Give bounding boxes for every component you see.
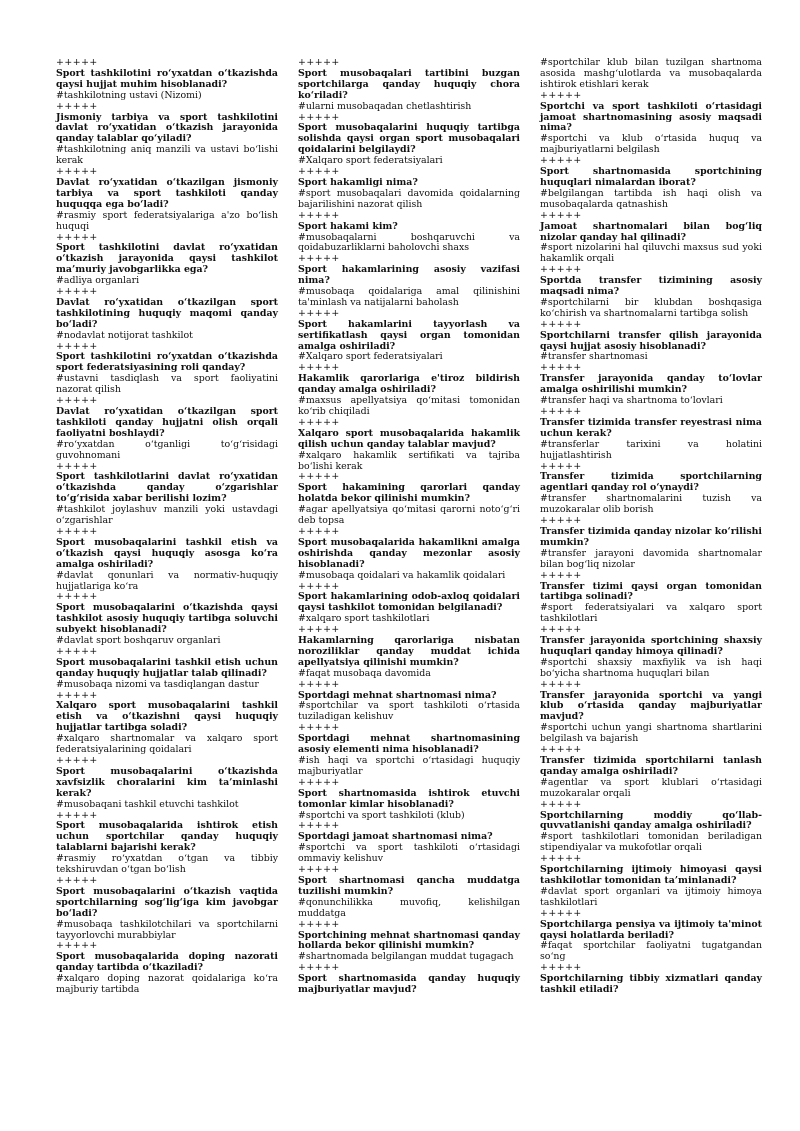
question-separator: +++++	[298, 209, 340, 221]
question-text: Sportdagi jamoat shartnomasi nima?	[298, 831, 493, 843]
column-left	[56, 58, 278, 996]
question-separator: +++++	[298, 580, 340, 592]
question-text: Sport shartnomasida sportchining huquqlari nimalardan iborat?	[540, 166, 762, 188]
answer-text: #rasmiy ro‘yxatdan o‘tgan va tibbiy tekshiruvdan o‘tgan bo‘lish	[56, 853, 278, 876]
question-separator: +++++	[540, 624, 582, 636]
question-text: Davlat ro‘yxatidan o‘tkazilgan jismoniy tarbiya va sport tashkiloti qanday huquqqa ega bo‘ladi?	[56, 176, 278, 210]
question-text: Sport hakamining qarorlari qanday holatda bekor qilinishi mumkin?	[298, 482, 520, 505]
question-text: Sport shartnomasida qanday huquqiy majburiyatlar mavjud?	[298, 973, 520, 996]
question-text: Sportchilarning ijtimoiy himoyasi qaysi tashkilotlar tomonidan ta’minlanadi?	[540, 864, 762, 886]
question-separator: +++++	[298, 471, 340, 483]
question-separator: +++++	[298, 416, 340, 428]
question-text: Sport tashkilotini davlat ro‘yxatidan o‘tkazish jarayonida qaysi tashkilot ma’muriy javobgarlikka ega?	[56, 242, 278, 276]
answer-text: #musobaqani tashkil etuvchi tashkilot	[56, 798, 239, 810]
answer-text: #transferlar tarixini va holatini hujjatlashtirish	[540, 438, 762, 461]
question-separator: +++++	[56, 874, 98, 886]
question-separator: +++++	[298, 307, 340, 319]
question-text: Sport hakami kim?	[298, 220, 398, 232]
question-separator: +++++	[298, 722, 340, 734]
question-text: Sport musobaqalarida ishtirok etish uchun sportchilar qanday huquqiy talablarni bajarishi kerak?	[56, 820, 278, 854]
answer-text: #xalqaro doping nazorat qoidalariga ko‘ra majburiy tartibda	[56, 973, 278, 996]
question-separator: +++++	[56, 57, 98, 68]
question-text: Sport musobaqalarini o‘tkazish vaqtida sportchilarning sog‘lig‘iga kim javobgar bo‘ladi?	[56, 885, 278, 919]
question-text: Davlat ro‘yxatidan o‘tkazilgan sport tashkilotining huquqiy maqomi qanday bo‘ladi?	[56, 296, 278, 330]
question-text: Sport hakamlarini tayyorlash va sertifikatlash qaysi organ tomonidan amalga oshiriladi?	[298, 318, 520, 352]
question-separator: +++++	[56, 645, 98, 657]
answer-text: #tashkilot joylashuv manzili yoki ustavdagi o‘zgarishlar	[56, 504, 278, 527]
answer-text: #transfer haqi va shartnoma to‘lovlari	[540, 395, 723, 407]
question-separator: +++++	[540, 798, 582, 810]
answer-text: #sportchilarni bir klubdan boshqasiga ko‘chirish va shartnomalarni tartibga solish	[540, 296, 762, 319]
question-text: Xalqaro sport musobaqalarini tashkil etish va o‘tkazishni qaysi huquqiy hujjatlar tartibga soladi?	[56, 700, 278, 734]
question-separator: +++++	[540, 406, 582, 417]
question-separator: +++++	[540, 318, 582, 330]
answer-text: #sportchi va sport tashkiloti o‘rtasidagi ommaviy kelishuv	[298, 842, 520, 865]
question-text: Sportdagi mehnat shartnomasining asosiy elementi nima hisoblanadi?	[298, 733, 520, 756]
question-separator: +++++	[298, 678, 340, 690]
answer-text: #Xalqaro sport federatsiyalari	[298, 155, 443, 167]
question-separator: +++++	[540, 569, 582, 581]
question-text: Sportdagi mehnat shartnomasi nima?	[298, 689, 497, 701]
question-text: Sportchilarni transfer qilish jarayonida qaysi hujjat asosiy hisoblanadi?	[540, 329, 762, 352]
question-text: Sport musobaqalarini o‘tkazishda qaysi tashkilot asosiy huquqiy tartibga soluvchi subyekt hisoblanadi?	[56, 602, 278, 636]
question-separator: +++++	[298, 57, 340, 68]
question-separator: +++++	[56, 755, 98, 766]
question-separator: +++++	[540, 362, 582, 374]
answer-text: #sportchi shaxsiy maxfiylik va ish haqi bo‘yicha shartnoma huquqlari bilan	[540, 656, 762, 679]
question-text: Sportchi va sport tashkiloti o‘rtasidagi jamoat shartnomasining asosiy maqsadi nima?	[540, 100, 762, 134]
question-text: Xalqaro sport musobaqalarida hakamlik qilish uchun qanday talablar mavjud?	[298, 427, 520, 450]
answer-text: #musobaqa qoidalariga amal qilinishini ta'minlash va natijalarni baholash	[298, 286, 520, 308]
question-text: Sport hakamlarining odob-axloq qoidalari qaysi tashkilot tomonidan belgilanadi?	[298, 591, 520, 614]
question-separator: +++++	[540, 460, 582, 472]
question-separator: +++++	[298, 111, 340, 123]
question-separator: +++++	[298, 776, 340, 788]
question-text: Davlat ro‘yxatidan o‘tkazilgan sport tashkiloti qanday hujjatni olish orqali faoliyatni boshlaydi?	[56, 406, 278, 439]
column-right	[540, 58, 762, 996]
answer-text: #transfer shartnomasi	[540, 351, 648, 363]
question-text: Sport tashkilotlarini davlat ro‘yxatidan o‘tkazishda qanday o‘zgarishlar to‘g‘risida xabar berilishi lozim?	[56, 471, 278, 505]
question-separator: +++++	[540, 678, 582, 690]
question-separator: +++++	[56, 460, 98, 472]
question-separator: +++++	[298, 624, 340, 636]
question-text: Sportchilarga pensiya va ijtimoiy ta'minot qaysi holatlarda beriladi?	[540, 918, 762, 941]
question-separator: +++++	[540, 515, 582, 527]
question-separator: +++++	[540, 853, 582, 865]
answer-text: #xalqaro sport tashkilotlari	[298, 613, 430, 625]
answer-text: #transfer shartnomalarini tuzish va muzokaralar olib borish	[540, 493, 762, 516]
question-separator: +++++	[540, 155, 582, 167]
answer-text: #tashkilotning aniq manzili va ustavi bo‘lishi kerak	[56, 144, 278, 167]
question-text: Sport musobaqalarini tashkil etish uchun qanday huquqiy hujjatlar talab qilinadi?	[56, 656, 278, 679]
test-questions-page	[56, 58, 763, 996]
answer-text: #musobaqa nizomi va tasdiqlangan dastur	[56, 678, 259, 690]
question-text: Transfer jarayonida qanday to‘lovlar amalga oshirilishi mumkin?	[540, 373, 762, 396]
question-separator: +++++	[540, 744, 582, 756]
question-separator: +++++	[56, 809, 98, 821]
answer-text: #maxsus apellyatsiya qo‘mitasi tomonidan ko‘rib chiqiladi	[298, 395, 520, 417]
answer-text: #qonunchilikka muvofiq, kelishilgan muddatga	[298, 896, 520, 919]
question-text: Transfer jarayonida sportchi va yangi klub o‘rtasida qanday majburiyatlar mavjud?	[540, 689, 762, 723]
question-text: Hakamlik qarorlariga e'tiroz bildirish qanday amalga oshiriladi?	[298, 373, 520, 396]
answer-text: #sportchi va klub o‘rtasida huquq va majburiyatlarni belgilash	[540, 133, 762, 156]
question-separator: +++++	[56, 689, 98, 701]
answer-text: #sportchi va sport tashkiloti (klub)	[298, 809, 465, 821]
question-text: Sport shartnomasida ishtirok etuvchi tomonlar kimlar hisoblanadi?	[298, 787, 520, 810]
answer-text: #sport nizolarini hal qiluvchi maxsus sud yoki hakamlik orqali	[540, 242, 762, 265]
question-separator: +++++	[540, 962, 582, 974]
question-separator: +++++	[56, 286, 98, 298]
answer-text: #faqat sportchilar faoliyatni tugatgandan so‘ng	[540, 940, 762, 963]
question-text: Transfer jarayonida sportchining shaxsiy huquqlari qanday himoya qilinadi?	[540, 635, 762, 657]
question-text: Transfer tizimida qanday nizolar ko‘rilishi mumkin?	[540, 525, 762, 548]
answer-text: #ularni musobaqadan chetlashtirish	[298, 100, 472, 112]
question-text: Sport musobaqalarini o‘tkazishda xavfsizlik choralarini kim ta’minlashi kerak?	[56, 765, 278, 799]
question-text: Sport musobaqalarida doping nazorati qanday tartibda o‘tkaziladi?	[56, 951, 278, 974]
question-text: Jamoat shartnomalari bilan bog‘liq nizolar qanday hal qilinadi?	[540, 220, 762, 243]
answer-text: #Xalqaro sport federatsiyalari	[298, 351, 443, 363]
answer-text: #shartnomada belgilangan muddat tugagach	[298, 951, 514, 963]
question-text: Sportchilarning moddiy qo‘llab-quvvatlanishi qanday amalga oshiriladi?	[540, 809, 762, 832]
answer-text: #davlat qonunlari va normativ-huquqiy hujjatlariga ko‘ra	[56, 569, 278, 592]
question-text: Sport tashkilotini ro‘yxatdan o‘tkazishda sport federatsiyasining roli qanday?	[56, 351, 278, 374]
question-separator: +++++	[540, 264, 582, 276]
question-separator: +++++	[298, 918, 340, 930]
question-separator: +++++	[56, 395, 98, 407]
answer-text: #xalqaro hakamlik sertifikati va tajriba bo‘lishi kerak	[298, 449, 520, 472]
answer-text: #faqat musobaqa davomida	[298, 667, 431, 679]
question-text: Transfer tizimida sportchilarning agentlari qanday rol o‘ynaydi?	[540, 471, 762, 494]
answer-text: #sportchilar klub bilan tuzilgan shartnoma asosida mashg‘ulotlarda va musobaqalarda ishtirok etishlari kerak	[540, 57, 762, 90]
answer-text: #transfer jarayoni davomida shartnomalar bilan bog‘liq nizolar	[540, 547, 762, 570]
question-separator: +++++	[56, 940, 98, 952]
question-separator: +++++	[56, 525, 98, 537]
question-separator: +++++	[298, 962, 340, 974]
question-text: Transfer tizimida sportchilarni tanlash qanday amalga oshiriladi?	[540, 755, 762, 777]
question-separator: +++++	[298, 525, 340, 537]
answer-text: #davlat sport boshqaruv organlari	[56, 635, 221, 647]
question-text: Sport musobaqalarida hakamlikni amalga oshirishda qanday mezonlar asosiy hisoblanadi?	[298, 536, 520, 570]
question-separator: +++++	[56, 340, 98, 352]
answer-text: #ro‘yxatdan o‘tganligi to‘g‘risidagi guvohnomani	[56, 438, 278, 461]
question-separator: +++++	[540, 907, 582, 919]
question-text: Sportchilarning tibbiy xizmatlari qanday tashkil etiladi?	[540, 973, 762, 996]
answer-text: #agentlar va sport klublari o‘rtasidagi muzokaralar orqali	[540, 776, 762, 799]
question-text: Sport musobaqalari tartibini buzgan sportchilarga qanday huquqiy chora ko‘riladi?	[298, 67, 520, 101]
question-text: Transfer tizimi qaysi organ tomonidan tartibga solinadi?	[540, 580, 762, 603]
question-separator: +++++	[298, 166, 340, 178]
question-separator: +++++	[540, 209, 582, 221]
answer-text: #sport musobaqalari davomida qoidalarning bajarilishini nazorat qilish	[298, 187, 520, 210]
question-text: Hakamlarning qarorlariga nisbatan noroziliklar qanday muddat ichida apellyatsiya qilinishi mumkin?	[298, 635, 520, 668]
question-separator: +++++	[540, 89, 582, 101]
question-separator: +++++	[298, 362, 340, 374]
question-separator: +++++	[56, 100, 98, 112]
answer-text: #ustavni tasdiqlash va sport faoliyatini nazorat qilish	[56, 373, 278, 396]
answer-text: #musobaqalarni boshqaruvchi va qoidabuzarliklarni baholovchi shaxs	[298, 231, 520, 254]
question-text: Sport musobaqalarini tashkil etish va o‘tkazish qaysi huquqiy asosga ko‘ra amalga oshiriladi?	[56, 536, 278, 570]
answer-text: #belgilangan tartibda ish haqi olish va musobaqalarda qatnashish	[540, 187, 762, 210]
question-text: Sportchining mehnat shartnomasi qanday hollarda bekor qilinishi mumkin?	[298, 929, 520, 952]
answer-text: #sport federatsiyalari va xalqaro sport tashkilotlari	[540, 602, 762, 625]
question-text: Sportda transfer tizimining asosiy maqsadi nima?	[540, 275, 762, 298]
answer-text: #nodavlat notijorat tashkilot	[56, 329, 193, 341]
answer-text: #adliya organlari	[56, 275, 140, 287]
question-text: Sport shartnomasi qancha muddatga tuzilishi mumkin?	[298, 874, 520, 897]
question-text: Sport musobaqalarini huquqiy tartibga solishda qaysi organ sport musobaqalari qoidalarini belgilaydi?	[298, 122, 520, 156]
question-text: Sport hakamligi nima?	[298, 176, 418, 188]
question-separator: +++++	[298, 820, 340, 832]
question-text: Sport tashkilotini ro‘yxatdan o‘tkazishda qaysi hujjat muhim hisoblanadi?	[56, 67, 278, 90]
question-text: Jismoniy tarbiya va sport tashkilotini davlat ro‘yxatidan o‘tkazish jarayonida qanday talablar qo‘yiladi?	[56, 111, 278, 145]
question-separator: +++++	[56, 591, 98, 603]
answer-text: #sportchilar va sport tashkiloti o‘rtasida tuziladigan kelishuv	[298, 700, 520, 723]
answer-text: #musobaqa tashkilotchilari va sportchilarni tayyorlovchi murabbiylar	[56, 918, 278, 941]
answer-text: #tashkilotning ustavi (Nizomi)	[56, 89, 202, 101]
answer-text: #ish haqi va sportchi o‘rtasidagi huquqiy majburiyatlar	[298, 755, 520, 777]
answer-text: #davlat sport organlari va ijtimoiy himoya tashkilotlari	[540, 885, 762, 908]
answer-text: #sport tashkilotlari tomonidan beriladigan stipendiyalar va mukofotlar orqali	[540, 831, 762, 854]
question-separator: +++++	[298, 253, 340, 265]
question-separator: +++++	[56, 231, 98, 243]
answer-text: #agar apellyatsiya qo‘mitasi qarorni noto‘g‘ri deb topsa	[298, 504, 520, 527]
column-middle	[298, 58, 520, 996]
question-text: Sport hakamlarining asosiy vazifasi nima?	[298, 264, 520, 287]
answer-text: #sportchi uchun yangi shartnoma shartlarini belgilash va bajarish	[540, 722, 762, 745]
question-separator: +++++	[56, 166, 98, 178]
answer-text: #musobaqa qoidalari va hakamlik qoidalari	[298, 569, 506, 581]
question-separator: +++++	[298, 864, 340, 876]
question-text: Transfer tizimida transfer reyestrasi nima uchun kerak?	[540, 416, 762, 439]
answer-text: #rasmiy sport federatsiyalariga a'zo bo‘lish huquqi	[56, 209, 278, 232]
answer-text: #xalqaro shartnomalar va xalqaro sport federatsiyalarining qoidalari	[56, 733, 278, 756]
